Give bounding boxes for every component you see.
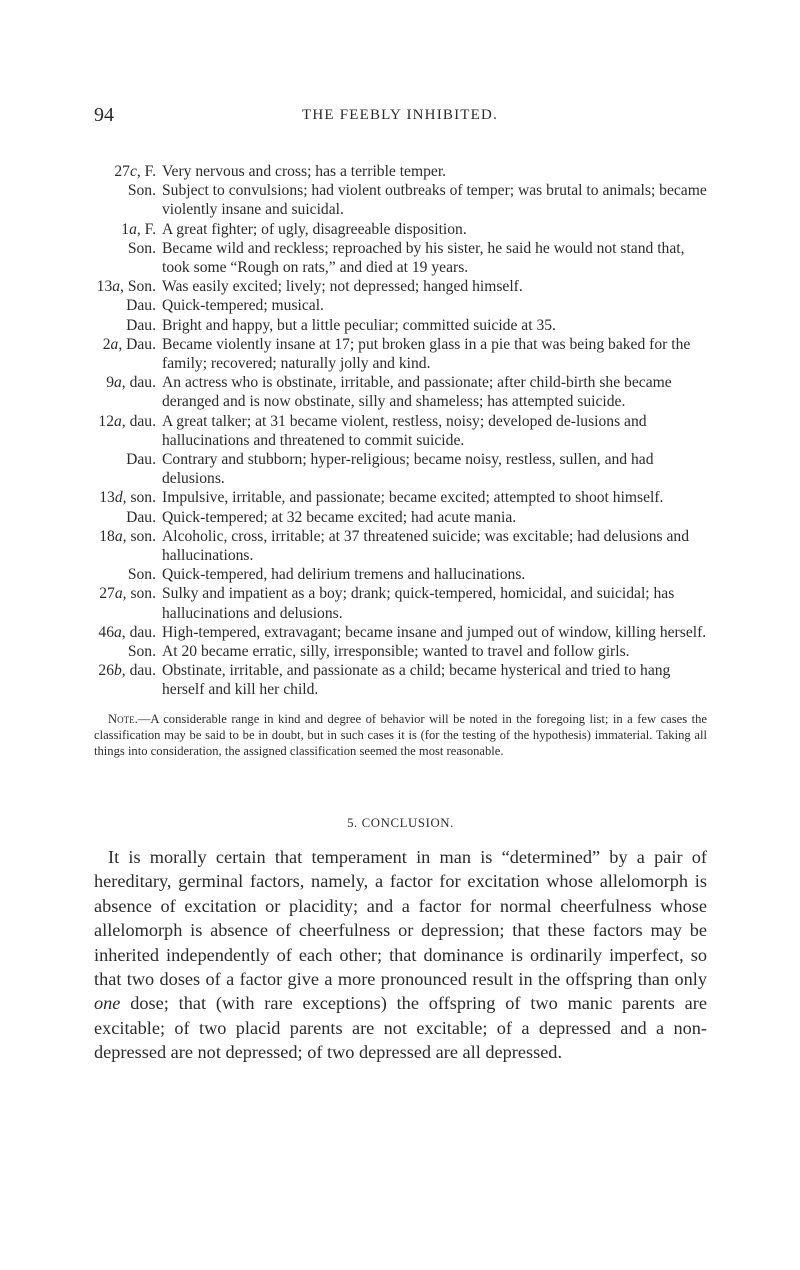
case-label: 9a, dau. [106,374,156,392]
running-head: THE FEEBLY INHIBITED. [301,107,499,123]
case-entry [94,239,707,277]
case-label: Son. [127,182,156,200]
case-entry [94,527,707,565]
case-text: Sulky and impatient as a boy; drank; quick-tempered, homicidal, and suicidal; has hallucinations and delusions. [162,585,675,622]
case-entry [94,661,707,699]
case-label: 12a, dau. [98,412,156,430]
case-entry [94,623,707,642]
page-number: 94 [94,104,114,126]
case-entry [94,565,707,584]
case-text: Alcoholic, cross, irritable; at 37 threatened suicide; was excitable; had delusions and hallucinations. [162,527,689,565]
case-label: 2a, Dau. [102,335,156,353]
case-text: Subject to convulsions; had violent outbreaks of temper; was brutal to animals; became violently insane and suicidal. [162,182,707,219]
case-label: 27c, F. [114,163,156,180]
case-entry [94,450,707,488]
case-label: Dau. [126,508,156,526]
case-label: 13a, Son. [96,278,156,296]
case-label: Dau. [126,316,156,334]
case-entry [94,181,707,219]
conclusion-emphasis: one [94,993,121,1014]
case-text: Quick-tempered; at 32 became excited; had acute mania. [162,508,517,526]
case-text: Became wild and reckless; reproached by his sister, he said he would not stand that, took some “Rough on rats,” and died at 19 years. [162,239,685,277]
case-label: 26b, dau. [98,662,156,680]
conclusion-text: It is morally certain that temperament in man is “determined” by a pair of hereditary, germinal factors, namely, a factor for excitation whose allelomorph is absence of excitation or placidity; and a factor for normal cheerfulness whose allelomorph is absence of cheerfulness or depression; that these factors may be inherited independently of each other; that dominance is ordinarily imperfect, so that two doses of a factor give a more pronounced result in the offspring than only [94,847,707,990]
case-entry [94,335,707,373]
case-label: Dau. [126,451,156,469]
case-label: Son. [127,643,156,661]
conclusion-paragraph [94,845,707,1065]
case-text: Contrary and stubborn; hyper-religious; became noisy, restless, sullen, and had delusions. [162,451,654,488]
case-text: Became violently insane at 17; put broken glass in a pie that was being baked for the family; recovered; naturally jolly and kind. [162,335,691,373]
case-entry [94,642,707,661]
case-list [94,162,707,700]
case-entry [94,220,707,239]
case-text: High-tempered, extravagant; became insane and jumped out of window, killing herself. [162,623,707,641]
case-entry [94,412,707,450]
case-text: At 20 became erratic, silly, irresponsible; wanted to travel and follow girls. [162,643,630,661]
case-label: 13d, son. [99,489,156,507]
case-text: A great talker; at 31 became violent, restless, noisy; developed de-lusions and hallucinations and threatened to commit suicide. [162,412,647,449]
case-text: Obstinate, irritable, and passionate as a child; became hysterical and tried to hang herself and kill her child. [162,662,671,699]
case-text: Very nervous and cross; has a terrible temper. [162,163,447,180]
page-header [94,104,706,134]
case-entry [94,508,707,527]
conclusion-text: dose; that (with rare exceptions) the offspring of two manic parents are excitable; of two placid parents are not excitable; of a depressed and a non-depressed are not depressed; of two depressed are all depressed. [94,993,707,1063]
case-label: 46a, dau. [98,623,156,641]
case-text: Impulsive, irritable, and passionate; became excited; attempted to shoot himself. [162,489,664,507]
note-label: Note. [108,712,138,726]
case-text: An actress who is obstinate, irritable, and passionate; after child-birth she became deranged and is now obstinate, silly and shameless; has attempted suicide. [162,374,672,411]
case-entry [94,162,707,181]
case-entry [94,277,707,296]
case-text: Bright and happy, but a little peculiar; committed suicide at 35. [162,316,556,334]
case-text: Quick-tempered; musical. [162,297,324,315]
case-label: 27a, son. [99,585,156,603]
case-entry [94,584,707,622]
case-text: Was easily excited; lively; not depressed; hanged himself. [162,278,523,296]
case-text: Quick-tempered, had delirium tremens and hallucinations. [162,566,526,584]
case-entry [94,373,707,411]
case-entry [94,296,707,315]
case-label: 1a, F. [121,220,156,238]
case-label: 18a, son. [99,527,156,545]
case-text: A great fighter; of ugly, disagreeable disposition. [162,220,467,238]
note-text: —A considerable range in kind and degree of behavior will be noted in the foregoing list; in a few cases the classification may be said to be in doubt, but in such cases it is (for the testing of the hypothesis) immaterial. Taking all things into consideration, the assigned classification seemed the most reasonable. [94,712,707,759]
section-heading: 5. CONCLUSION. [347,816,454,830]
case-label: Son. [127,239,156,257]
case-entry [94,488,707,507]
case-label: Son. [127,566,156,584]
case-entry [94,316,707,335]
case-label: Dau. [126,297,156,315]
footnote [94,711,707,760]
